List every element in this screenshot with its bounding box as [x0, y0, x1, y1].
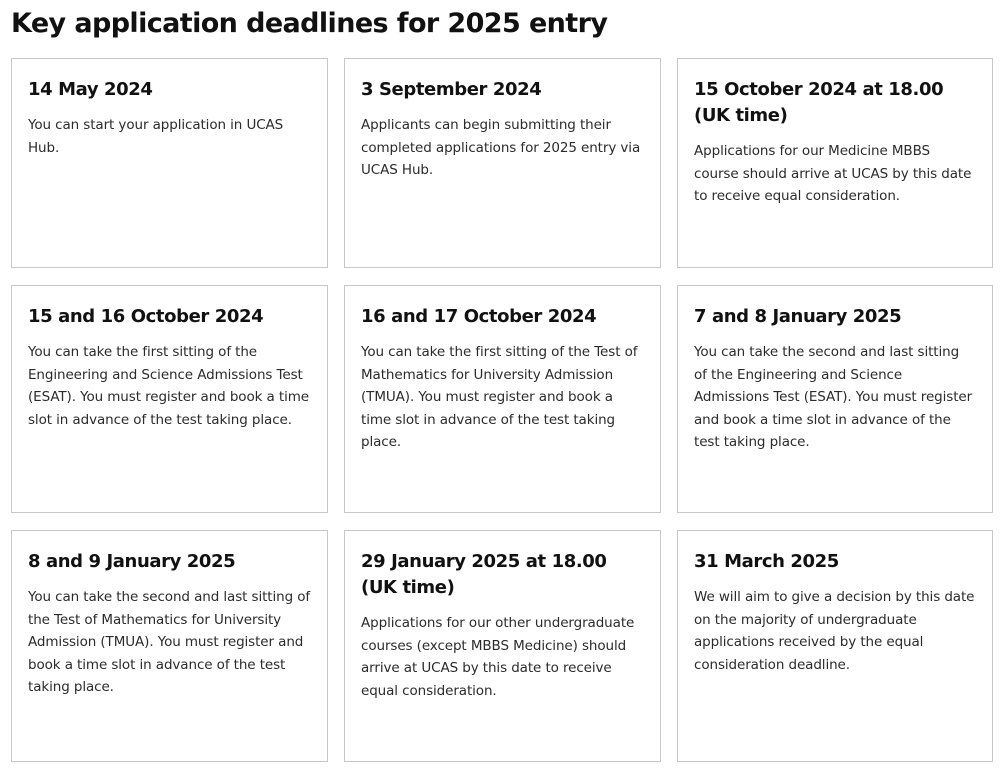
deadline-description: You can take the first sitting of the Engineering and Science Admissions Test (ESAT). You must register and book a time slot in advance of the test taking place. [28, 344, 309, 428]
deadline-date: 14 May 2024 [28, 79, 153, 100]
deadline-description: We will aim to give a decision by this date on the majority of undergraduate applications received by the equal consideration deadline. [694, 589, 975, 673]
deadline-card [344, 530, 661, 762]
deadline-card [11, 530, 328, 762]
deadline-description: You can take the second and last sitting of the Test of Mathematics for University Admission (TMUA). You must register and book a time slot in advance of the test taking place. [28, 589, 311, 695]
deadline-date: 15 October 2024 at 18.00 (UK time) [694, 79, 944, 126]
deadlines-grid [11, 58, 993, 762]
page-title: Key application deadlines for 2025 entry [11, 8, 608, 39]
deadline-card [344, 285, 661, 513]
deadline-date: 29 January 2025 at 18.00 (UK time) [361, 551, 607, 598]
deadline-date: 7 and 8 January 2025 [694, 306, 902, 327]
deadline-card [677, 530, 993, 762]
deadline-card [677, 285, 993, 513]
deadline-description: Applications for our Medicine MBBS course should arrive at UCAS by this date to receive equal consideration. [694, 143, 972, 204]
deadline-date: 3 September 2024 [361, 79, 542, 100]
deadline-description: Applications for our other undergraduate courses (except MBBS Medicine) should arrive at UCAS by this date to receive equal consideration. [361, 615, 635, 699]
deadline-description: Applicants can begin submitting their completed applications for 2025 entry via UCAS Hub. [361, 117, 641, 178]
deadline-date: 15 and 16 October 2024 [28, 306, 264, 327]
deadline-date: 8 and 9 January 2025 [28, 551, 236, 572]
deadline-date: 16 and 17 October 2024 [361, 306, 597, 327]
deadline-card [11, 285, 328, 513]
deadline-card [344, 58, 661, 268]
deadline-card [677, 58, 993, 268]
deadline-date: 31 March 2025 [694, 551, 839, 572]
deadline-card [11, 58, 328, 268]
deadline-description: You can start your application in UCAS Hub. [28, 117, 284, 156]
deadline-description: You can take the second and last sitting of the Engineering and Science Admissions Test (ESAT). You must register and book a time slot in advance of the test taking place. [694, 344, 973, 450]
deadline-description: You can take the first sitting of the Test of Mathematics for University Admission (TMUA). You must register and book a time slot in advance of the test taking place. [361, 344, 638, 450]
